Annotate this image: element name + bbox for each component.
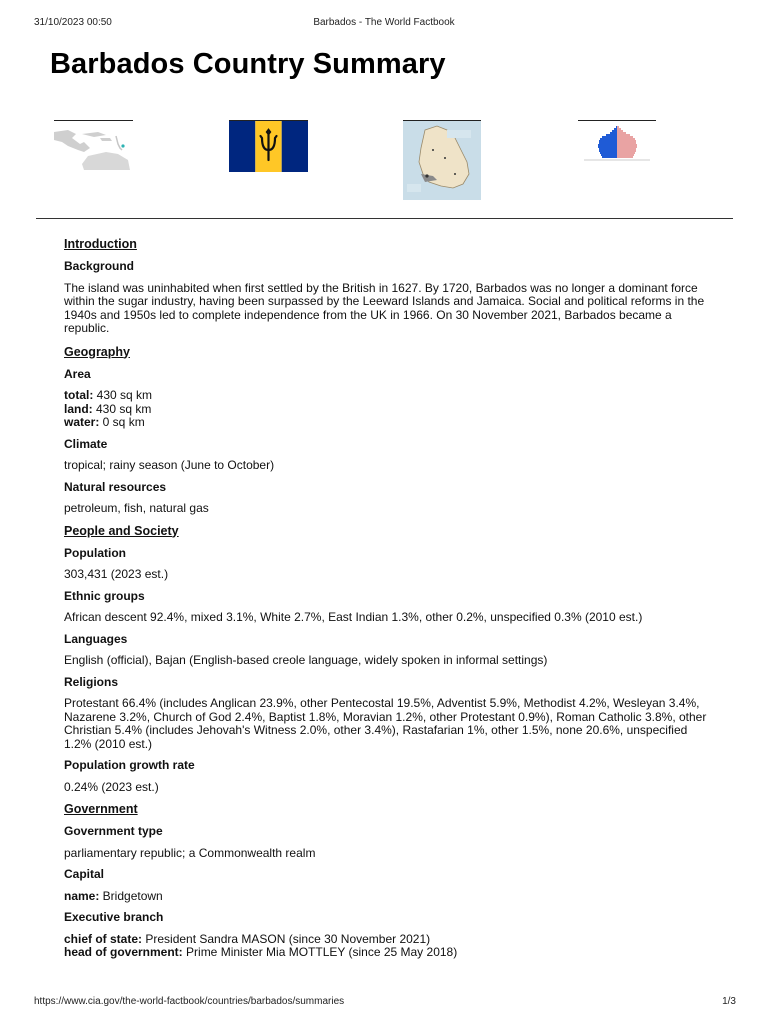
- field-title-area: Area: [64, 366, 91, 381]
- section-title-people-and-society: People and Society: [64, 523, 179, 538]
- summary-content: [64, 237, 714, 968]
- header-divider: [36, 218, 733, 219]
- field-title-government-type: Government type: [64, 824, 163, 838]
- print-document-title: Barbados - The World Factbook: [313, 17, 455, 28]
- capital-name-label: name:: [64, 888, 100, 903]
- head-of-government-value: Prime Minister Mia MOTTLEY (since 25 May 2018): [182, 945, 458, 959]
- area-total: [64, 389, 714, 403]
- field-title-population-growth-rate: Population growth rate: [64, 758, 195, 772]
- field-title-population: Population: [64, 545, 126, 560]
- field-title-executive-branch: Executive branch: [64, 910, 164, 924]
- area-land-label: land:: [64, 401, 93, 416]
- field-text-languages: English (official), Bajan (English-based creole language, widely spoken in informal settings): [64, 653, 548, 667]
- area-values: [64, 389, 714, 430]
- locator-map-image[interactable]: [54, 120, 133, 170]
- area-water-value: 0 sq km: [99, 415, 145, 429]
- field-text-background: The island was uninhabited when first settled by the British in 1627. By 1720, Barbados was no longer a dominant force within the sugar industry, having been surpassed by the Leeward Islands and Jamaica. Social and political reforms in the 1940s and 1950s led to complete independence from the UK in 1966. On 30 November 2021, Barbados became a republic.: [64, 280, 705, 335]
- print-header: [0, 0, 768, 28]
- population-pyramid-image[interactable]: [578, 120, 656, 166]
- executive-values: [64, 933, 714, 960]
- flag-image[interactable]: [229, 120, 308, 172]
- field-text-government-type: parliamentary republic; a Commonwealth realm: [64, 845, 316, 860]
- area-land: [64, 403, 714, 417]
- area-land-value: 430 sq km: [92, 401, 152, 416]
- field-title-natural-resources: Natural resources: [64, 479, 167, 494]
- field-title-capital: Capital: [64, 867, 105, 881]
- capital-name-value: Bridgetown: [99, 888, 163, 903]
- chief-of-state: [64, 933, 714, 947]
- area-total-label: total:: [64, 388, 94, 402]
- print-url[interactable]: https://www.cia.gov/the-world-factbook/countries/barbados/summaries: [34, 996, 345, 1007]
- field-text-religions: Protestant 66.4% (includes Anglican 23.9%, other Pentecostal 19.5%, Adventist 5.9%, Methodist 4.2%, Wesleyan 3.4%, Nazarene 3.2%, Church of God 2.4%, Baptist 1.8%, Moravian 1.2%, other Protestant 0.9%), Roman Catholic 3.8%, other Christian 5.4% (includes Jehovah's Witness 2.0%, other 3.4%), Rastafarian 1%, other 1.5%, none 20.6%, unspecified 1.2% (2010 est.): [64, 696, 707, 751]
- field-text-ethnic-groups: African descent 92.4%, mixed 3.1%, White 2.7%, East Indian 1.3%, other 0.2%, unspecified 0.3% (2010 est.): [64, 610, 643, 624]
- head-of-government-label: head of government:: [64, 945, 183, 959]
- field-title-climate: Climate: [64, 436, 108, 451]
- country-map-image[interactable]: [403, 120, 481, 200]
- head-of-government: [64, 946, 714, 960]
- area-total-value: 430 sq km: [93, 388, 153, 402]
- page-number: 1/3: [722, 996, 736, 1007]
- field-text-climate: tropical; rainy season (June to October): [64, 458, 275, 472]
- chief-of-state-label: chief of state:: [64, 931, 143, 946]
- print-datetime: 31/10/2023 00:50: [34, 17, 112, 28]
- section-title-introduction: Introduction: [64, 237, 137, 251]
- field-title-religions: Religions: [64, 674, 119, 689]
- field-text-population-growth-rate: 0.24% (2023 est.): [64, 779, 159, 794]
- section-title-government: Government: [64, 802, 138, 816]
- field-title-background: Background: [64, 259, 135, 273]
- capital-values: [64, 890, 714, 904]
- field-title-languages: Languages: [64, 631, 128, 646]
- field-text-natural-resources: petroleum, fish, natural gas: [64, 501, 209, 515]
- area-water: [64, 416, 714, 430]
- area-water-label: water:: [64, 415, 100, 429]
- image-strip: [0, 118, 768, 208]
- field-text-population: 303,431 (2023 est.): [64, 567, 169, 581]
- section-title-geography: Geography: [64, 344, 130, 359]
- chief-of-state-value: President Sandra MASON (since 30 November 2021): [142, 931, 431, 946]
- print-footer: [0, 996, 768, 1010]
- page-title: Barbados Country Summary: [50, 48, 446, 80]
- field-title-ethnic-groups: Ethnic groups: [64, 588, 145, 603]
- capital-name: [64, 890, 714, 904]
